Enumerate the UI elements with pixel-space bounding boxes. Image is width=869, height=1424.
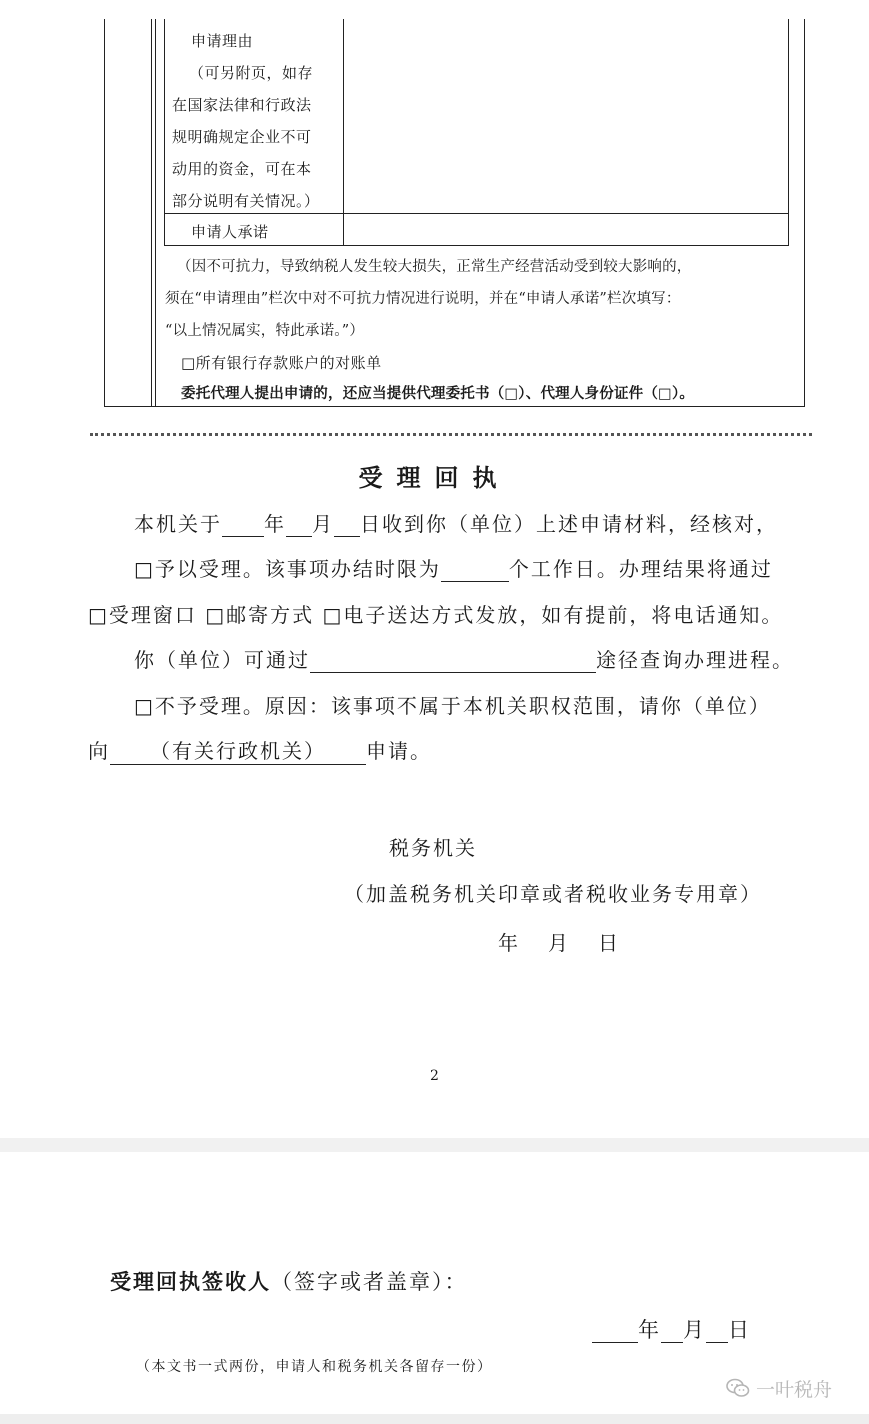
receipt-line-rejected: □不予受理。原因：该事项不属于本机关职权范围，请你（单位） — [134, 694, 771, 718]
table-column-divider — [343, 19, 344, 245]
wechat-icon — [726, 1378, 750, 1398]
reason-note-line: 动用的资金，可在本 — [172, 160, 312, 178]
table-label-column-border — [164, 19, 165, 245]
table-inner-left-border-double — [155, 19, 156, 407]
receipt-line-delivery-methods: □受理窗口 □邮寄方式 □电子送达方式发放，如有提前，将电话通知。 — [88, 603, 784, 627]
application-form-table — [104, 19, 805, 407]
reason-note-line: （可另附页，如存 — [189, 64, 314, 82]
receipt-line-received — [134, 508, 778, 537]
table-inner-right-border — [788, 19, 789, 245]
receipt-text: 日收到你（单位）上述申请材料，经核对， — [360, 512, 778, 536]
date-day-label: 日 — [728, 1318, 751, 1342]
month-blank — [286, 512, 312, 537]
signer-label: 受理回执签收人 — [110, 1269, 271, 1294]
receipt-line-inquiry — [134, 644, 794, 673]
tax-authority-label: 税务机关 — [389, 836, 477, 860]
year-blank — [222, 512, 264, 537]
receipt-title: 受理回执 — [358, 463, 511, 492]
receipt-text: 年 — [264, 512, 286, 536]
receipt-text: 向 — [88, 739, 110, 763]
year-blank — [592, 1318, 638, 1343]
reason-note-line: 在国家法律和行政法 — [172, 96, 312, 114]
date-month-label: 月 — [548, 931, 570, 955]
agent-note: 委托代理人提出申请的，还应当提供代理委托书（□）、代理人身份证件（□）。 — [181, 385, 695, 402]
page-break — [0, 1138, 869, 1152]
reason-note-line: 规明确规定企业不可 — [172, 128, 312, 146]
date-year-label: 年 — [498, 931, 520, 955]
receipt-text: 月 — [312, 512, 334, 536]
page-bottom-band — [0, 1414, 869, 1424]
inquiry-channel-blank — [310, 648, 596, 673]
day-blank — [706, 1318, 728, 1343]
receipt-line-accepted — [134, 553, 773, 582]
receipt-text: 申请。 — [366, 739, 432, 763]
copy-note: （本文书一式两份，申请人和税务机关各留存一份） — [136, 1359, 493, 1375]
receipt-text: 你（单位）可通过 — [134, 648, 310, 672]
time-limit-blank — [441, 557, 509, 582]
signer-instruction: （签字或者盖章）： — [271, 1270, 468, 1294]
date-month-label: 月 — [683, 1318, 706, 1342]
watermark-text: 一叶税舟 — [756, 1378, 833, 1401]
cut-line-divider — [90, 433, 812, 436]
signer-date — [592, 1314, 751, 1344]
force-majeure-note-line: （因不可抗力，导致纳税人发生较大损失，正常生产经营活动受到较大影响的， — [177, 259, 692, 275]
day-blank — [334, 512, 360, 537]
receipt-line-refer — [88, 735, 432, 765]
receipt-text: 途径查询办理进程。 — [596, 648, 794, 672]
commitment-label: 申请人承诺 — [191, 223, 269, 241]
receipt-text: 个工作日。办理结果将通过 — [508, 557, 773, 581]
month-blank — [661, 1318, 683, 1343]
receipt-signer-line — [110, 1266, 468, 1296]
force-majeure-note-line: “以上情况属实，特此承诺。”） — [165, 323, 365, 339]
table-inner-left-border — [151, 19, 152, 407]
date-year-label: 年 — [638, 1318, 661, 1342]
authority-blank: （有关行政机关） — [110, 735, 366, 765]
page-number: 2 — [430, 1068, 439, 1084]
seal-note: （加盖税务机关印章或者税收业务专用章） — [344, 882, 762, 906]
reason-label: 申请理由 — [191, 32, 254, 50]
receipt-date — [498, 927, 620, 956]
receipt-text: 本机关于 — [134, 512, 222, 536]
receipt-text: □予以受理。该事项办结时限为 — [134, 557, 441, 581]
date-day-label: 日 — [598, 931, 620, 955]
wechat-watermark — [726, 1373, 832, 1403]
reason-note-line: 部分说明有关情况。） — [172, 192, 320, 210]
bank-statement-checkbox-item: □所有银行存款账户的对账单 — [181, 354, 382, 372]
force-majeure-note-line: 须在“申请理由”栏次中对不可抗力情况进行说明，并在“申请人承诺”栏次填写： — [165, 291, 681, 307]
